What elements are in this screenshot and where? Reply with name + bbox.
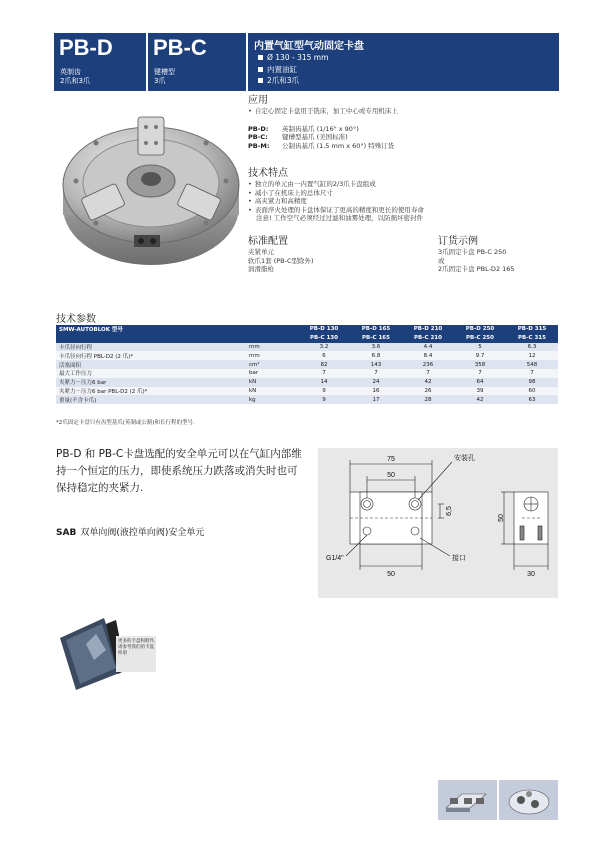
- row-value: 39: [454, 387, 506, 396]
- header-box-title: [248, 33, 559, 91]
- feature-note: 注意! 工作空气必须经过过滤和油雾处理，以防损坏密封件: [256, 214, 424, 223]
- catalog-caption: 更多的卡盘和附件,请参考我们的卡盘样册: [118, 639, 156, 656]
- label-row-pbm: [248, 142, 558, 151]
- mounting-hole-label: 安装孔: [454, 455, 475, 462]
- row-value: 24: [350, 378, 402, 387]
- row-label: 卡爪径向行程: [56, 343, 246, 352]
- model-header: PB-D 130: [298, 325, 350, 334]
- dim-6-5: 6,5: [446, 506, 453, 516]
- label-code: PB-D:: [248, 124, 269, 133]
- standard-line: 润滑脂枪: [248, 265, 274, 274]
- spec-table: [56, 325, 558, 404]
- row-value: 7: [506, 369, 558, 378]
- feature-bullet: • 表面淬火处理的卡盘体保证了更高的精度和更长的使用寿命: [248, 206, 558, 215]
- feature-bullet: • 独立的单元由一内置气缸的2/3爪卡盘组成: [248, 180, 558, 189]
- pbd-subtitle-1: 英制齿: [60, 68, 81, 76]
- order-line: 3爪固定卡盘 PB-C 250: [438, 248, 507, 256]
- row-value: 12: [506, 351, 558, 360]
- row-label: 夹紧力－压力6 bar: [56, 378, 246, 387]
- chuck-jaws-icon: [438, 780, 497, 820]
- chuck-detail-icon: [499, 780, 558, 820]
- table-row: [56, 378, 558, 387]
- pbc-subtitle-1: 键槽型: [154, 68, 175, 76]
- sab-text: 双单向阀(液控单向阀)安全单元: [80, 528, 205, 538]
- row-value: 16: [350, 387, 402, 396]
- drawing-svg: [318, 448, 558, 598]
- model-header: PB-D 165: [350, 325, 402, 334]
- row-value: 6: [298, 351, 350, 360]
- row-unit: mm: [246, 351, 298, 360]
- label-code: PB-C:: [248, 133, 268, 142]
- spec-header-row-1: [56, 325, 558, 334]
- header-bullet: [258, 75, 299, 86]
- row-value: 60: [506, 387, 558, 396]
- pbd-subtitle-2: 2爪和3爪: [60, 77, 90, 85]
- row-value: 17: [350, 395, 402, 404]
- row-value: 6.8: [350, 351, 402, 360]
- header-box-pbd: [54, 33, 146, 91]
- label-text: 公制齿基爪 (1.5 mm x 60°) 特殊订货: [282, 141, 395, 150]
- row-value: 9: [298, 395, 350, 404]
- row-value: 548: [506, 360, 558, 369]
- product-code-pbc: PB-C: [153, 35, 207, 60]
- row-unit: kN: [246, 387, 298, 396]
- row-label: 夹紧力－压力6 bar PBL-D2 (2 爪)*: [56, 387, 246, 396]
- footer-product-icons: [438, 780, 558, 820]
- row-value: 8.4: [402, 351, 454, 360]
- dim-75: 75: [387, 456, 395, 463]
- order-line: 或: [438, 256, 445, 265]
- row-value: 42: [402, 378, 454, 387]
- square-bullet-icon: [258, 55, 263, 60]
- product-title: 内置气缸型气动固定卡盘: [254, 41, 364, 52]
- order-line: 2爪固定卡盘 PBL-D2 165: [438, 265, 515, 274]
- row-unit: kg: [246, 395, 298, 404]
- label-text: 英制齿基爪 (1/16" x 90°): [282, 124, 359, 133]
- model-header: PB-C 315: [506, 334, 558, 343]
- table-row: [56, 369, 558, 378]
- row-value: 3.6: [350, 343, 402, 352]
- dim-50-bottom: 50: [387, 571, 395, 578]
- footer-chuck-jaws: [438, 780, 497, 820]
- row-value: 5: [454, 343, 506, 352]
- feature-bullet: • 高夹紧力和高精度: [248, 197, 558, 206]
- model-header: PB-C 130: [298, 334, 350, 343]
- safety-unit-drawing: [318, 448, 558, 598]
- port-label: 接口: [452, 555, 466, 562]
- label-row-pbc: [248, 133, 558, 142]
- row-value: 82: [298, 360, 350, 369]
- footer-chuck-detail: [499, 780, 558, 820]
- chuck-illustration-icon: [56, 95, 246, 275]
- row-value: 14: [298, 378, 350, 387]
- features-title: 技术特点: [248, 168, 288, 179]
- pbc-subtitle-2: 3爪: [154, 77, 166, 85]
- row-unit: bar: [246, 369, 298, 378]
- row-unit: cm²: [246, 360, 298, 369]
- chuck-photo: [56, 95, 246, 275]
- catalog-thumbnail: [56, 614, 156, 690]
- application-title: 应用: [248, 95, 268, 106]
- row-unit: kN: [246, 378, 298, 387]
- feature-bullet: • 减小了在机床上的总体尺寸: [248, 189, 558, 198]
- table-row: [56, 395, 558, 404]
- row-value: 358: [454, 360, 506, 369]
- spec-header-row-2: [56, 334, 558, 343]
- header-bullet-text: 内置油缸: [267, 65, 297, 74]
- square-bullet-icon: [258, 78, 263, 83]
- standard-line: 夹紧单元: [248, 248, 274, 256]
- spec-header-label: SMW-AUTOBLOK 型号: [56, 325, 246, 334]
- row-label: 卡爪径向行程 PBL-D2 (2 爪)*: [56, 351, 246, 360]
- row-value: 7: [402, 369, 454, 378]
- row-value: 3.2: [298, 343, 350, 352]
- table-footnote: *2爪固定卡盘只有齿型基爪(英制或公制)和长行程的型号.: [56, 420, 195, 426]
- tech-params-title: 技术参数: [56, 314, 96, 325]
- features-section: [248, 168, 558, 223]
- table-row: [56, 343, 558, 352]
- model-header: PB-D 315: [506, 325, 558, 334]
- product-header: [54, 33, 559, 91]
- dim-50-side: 50: [498, 514, 505, 522]
- standard-line: 软爪1套 (PB-C型除外): [248, 256, 314, 265]
- row-label: 重量(不含卡爪): [56, 395, 246, 404]
- row-value: 64: [454, 378, 506, 387]
- table-row: [56, 360, 558, 369]
- dim-50-top: 50: [387, 472, 395, 479]
- model-header: PB-C 250: [454, 334, 506, 343]
- header-bullet: [258, 64, 297, 75]
- standard-section: [248, 236, 428, 274]
- row-unit: mm: [246, 343, 298, 352]
- label-row-pbd: [248, 125, 558, 134]
- table-row: [56, 351, 558, 360]
- application-section: [248, 95, 558, 150]
- application-bullet: • 自定心固定卡盘用于铣床，加工中心或专用机床上: [248, 107, 558, 116]
- standard-title: 标准配置: [248, 236, 288, 247]
- row-value: 42: [454, 395, 506, 404]
- label-text: 键槽型基爪 (美国标准): [282, 133, 348, 142]
- row-value: 63: [506, 395, 558, 404]
- header-bullet-text: 2爪和3爪: [267, 76, 300, 85]
- row-value: 7: [350, 369, 402, 378]
- thread-label: G1/4": [326, 555, 344, 562]
- label-code: PB-M:: [248, 141, 270, 150]
- sab-line: [56, 525, 204, 538]
- row-value: 4.4: [402, 343, 454, 352]
- dim-30: 30: [527, 571, 535, 578]
- row-label: 活塞面积: [56, 360, 246, 369]
- model-header: PB-C 165: [350, 334, 402, 343]
- table-row: [56, 387, 558, 396]
- order-section: [438, 236, 558, 274]
- row-value: 98: [506, 378, 558, 387]
- row-value: 28: [402, 395, 454, 404]
- row-value: 9: [298, 387, 350, 396]
- square-bullet-icon: [258, 67, 263, 72]
- header-box-pbc: [148, 33, 246, 91]
- row-value: 143: [350, 360, 402, 369]
- row-value: 6.3: [506, 343, 558, 352]
- model-header: PB-D 250: [454, 325, 506, 334]
- row-value: 9.7: [454, 351, 506, 360]
- model-header: PB-D 210: [402, 325, 454, 334]
- order-title: 订货示例: [438, 236, 478, 247]
- row-value: 26: [402, 387, 454, 396]
- safety-description: PB-D 和 PB-C卡盘选配的安全单元可以在气缸内部维持一个恒定的压力，即使系统压力跌落或消失时也可保持稳定的夹紧力.: [56, 448, 302, 494]
- row-value: 7: [454, 369, 506, 378]
- header-bullet: [258, 53, 328, 62]
- product-code-pbd: PB-D: [59, 35, 113, 60]
- row-value: 236: [402, 360, 454, 369]
- model-header: PB-C 210: [402, 334, 454, 343]
- sab-code: SAB: [56, 528, 77, 538]
- header-bullet-text: Ø 130 - 315 mm: [267, 53, 329, 62]
- row-label: 最大工作压力: [56, 369, 246, 378]
- row-value: 7: [298, 369, 350, 378]
